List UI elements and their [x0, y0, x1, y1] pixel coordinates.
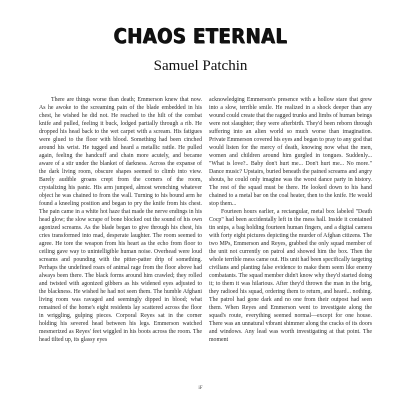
story-title: CHAOS ETERNAL [113, 24, 288, 48]
page-folio: iF [198, 386, 203, 391]
paragraph: There are things worse than death; Emmerson knew that now. As he awoke to the screaming pain of the blade embedded in his chest, he wished he did not. He reached to the hilt of the combat knife and pulled, feeling it buck, lodged partially through a rib. He dropped his head back to the wet carpet with a scream. His fatigues were glued to the floor with blood. Something had been cinched around his wrist. He tugged and heard a metallic rattle. He pulled again, feeling the handcuff and chain more acutely, and became aware of a stir under the blanket of darkness. Across the expanse of the dark living room, obscure shapes seemed to climb into view. Barely audible groans crept from the corners of the room, crystalizing his panic. His arm jumped, almost wrenching whatever object he was chained to from the wall. Turning to his bound arm he found a kneeling position and began to pry the knife from his chest. The pain came in a white hot haze that made the nerve endings in his head glow; the slow scrape of bone blocked out the sound of his own agonized screams. As the blade began to give through his chest, his cries transformed into mad, desperate laughter. The room seemed to agree. He tore the weapon from his heart as the echo from floor to ceiling gave way to unintelligible human noise. Overhead were loud screams and pounding with the pitter-patter drip of something. Perhaps the undefined roars of animal rage from the floor above had always been there. The black forms around him crawled; they rolled and twisted with agonized gibbers as his widened eyes adjusted to the blackness. He wished he had not seen them. The humble Afghani living room was ravaged and seemingly dipped in blood; what remained of the home's eight residents lay scattered across the floor in wriggling, gulping pieces. Corporal Reyes sat in the corner holding his severed head between his legs. Emmerson watched mesmerized as Reyes' feet wiggled in his boots across the room. The head tilted up, its glassy eyes [39, 97, 202, 344]
right-text-column [209, 96, 372, 344]
paragraph: acknowledging Emmerson's presence with a hollow stare that grew into a slow, terrible smile. He realized in a shock deeper than any wound could create that the ragged trunks and limbs of human beings were not slaughter; they were afterbirth. They'd been reborn through suffering into an alien world so much worse than imagination. Private Emmerson covered his eyes and began to pray to any god that would listen for the mercy of death, knowing now what the men, women and children around him gurgled in tongues. Suddenly... "What is love?.. Baby don't hurt me... Don't hurt me... No more." Dance music? Upstairs, buried beneath the pained screams and angry shouts, he could only imagine was the worst dance party in history. The rest of the squad must be there. He looked down to his hand chained to a metal bar on the coal heater, then to the knife. He would stop them... [209, 97, 372, 208]
author-name: Samuel Patchin [153, 58, 248, 74]
left-text-column [39, 96, 202, 344]
paragraph: Fourteen hours earlier, a rectangular, metal box labeled "Death Cocp" had been accidentally left in the mess hall. Inside it contained tin snips, a bag holding fourteen human fingers, and a digital camera with forty eight pictures depicting the murder of Afghan citizens. The two MPs, Emmerson and Reyes, grabbed the only squad member of the unit not currently on patrol and showed him the box. Then the whole terrible mess came out. His unit had been specifically targeting civilians and planting false evidence to make them seem like enemy combatants. The squad member didn't know why they'd started doing it; to them it was hilarious. After they'd thrown the man in the brig, they radioed his squad, ordering them to return, and heard... nothing. The patrol had gone dark and no one from their outpost had seen them. When Reyes and Emmerson went to investigate along the squad's route, everything seemed normal—except for one house. There was an unnatural vibrant shimmer along the cracks of its doors and windows. Any lead was worth investigating at that point. The moment [209, 209, 372, 344]
